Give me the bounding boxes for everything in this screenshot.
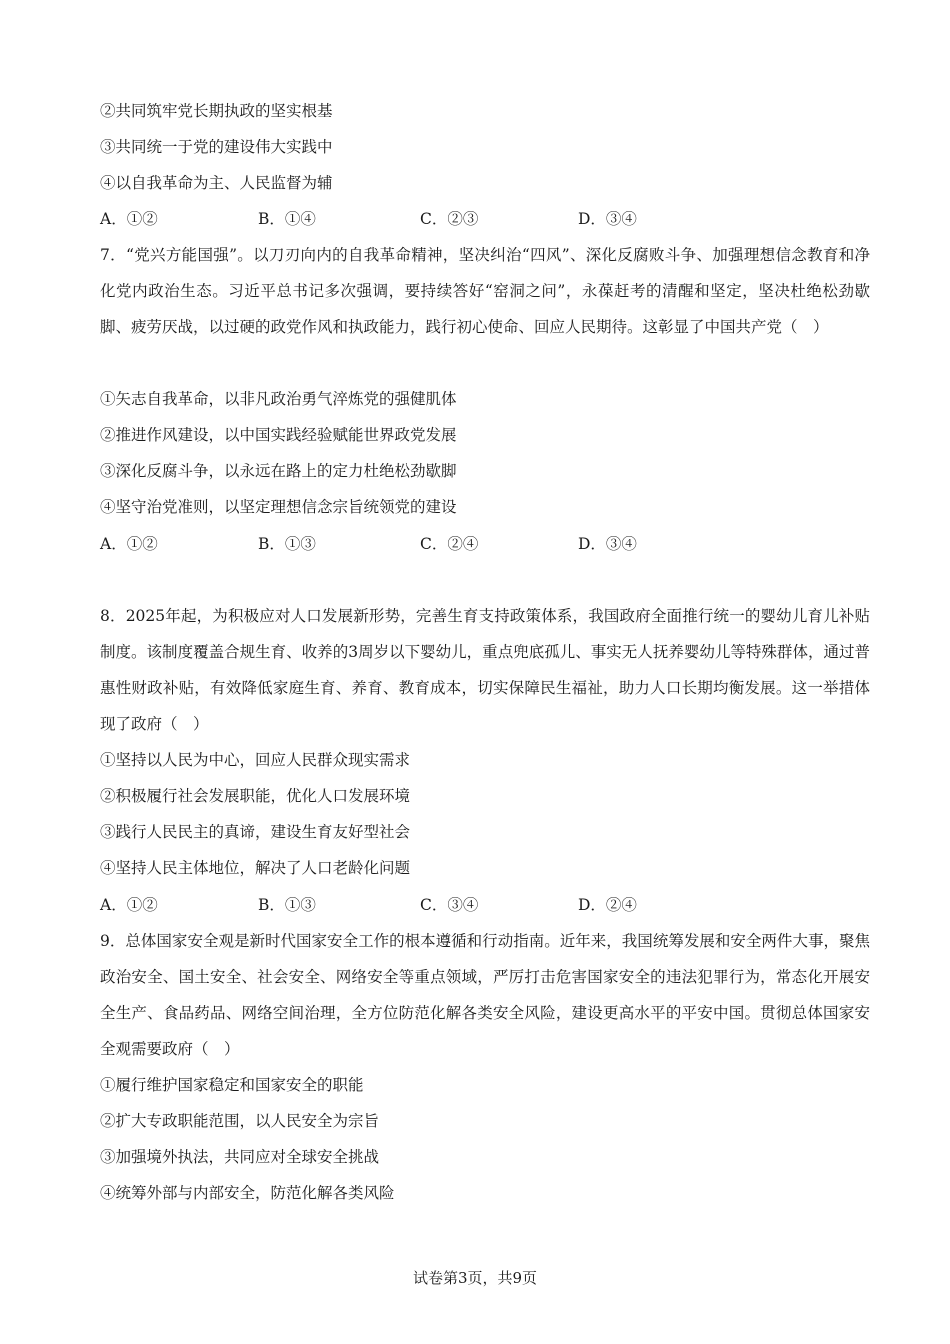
q6-options [100, 209, 860, 229]
q6-item-2: ②共同筑牢党长期执政的坚实根基 [100, 102, 333, 120]
q7-stem: 7．“党兴方能国强”。以刀刃向内的自我革命精神，坚决纠治“四风”、深化反腐败斗争、加强理想信念教育和净化党内政治生态。习近平总书记多次强调，要持续答好“窑洞之问”，永葆赶考的清醒和坚定，坚决杜绝松劲歇脚、疲劳厌战，以过硬的政党作风和执政能力，践行初心使命、回应人民期待。这彰显了中国共产党（ ） [100, 246, 870, 336]
q7-options [100, 534, 860, 554]
q8-item-1: ①坚持以人民为中心，回应人民群众现实需求 [100, 751, 411, 769]
q9-item-3: ③加强境外执法，共同应对全球安全挑战 [100, 1148, 380, 1166]
q6-option-b: B．①④ [258, 210, 316, 228]
q6-option-a: A．①② [100, 210, 158, 228]
q8-option-d: D．②④ [578, 896, 637, 914]
q9-stem: 9．总体国家安全观是新时代国家安全工作的根本遵循和行动指南。近年来，我国统筹发展和安全两件大事，聚焦政治安全、国土安全、社会安全、网络安全等重点领域，严厉打击危害国家安全的违法犯罪行为，常态化开展安全生产、食品药品、网络空间治理，全方位防范化解各类安全风险，建设更高水平的平安中国。贯彻总体国家安全观需要政府（ ） [100, 932, 870, 1058]
q7-option-c: C．②④ [420, 535, 479, 553]
q8-item-2: ②积极履行社会发展职能，优化人口发展环境 [100, 787, 411, 805]
q8-stem: 8．2025年起，为积极应对人口发展新形势，完善生育支持政策体系，我国政府全面推行统一的婴幼儿育儿补贴制度。该制度覆盖合规生育、收养的3周岁以下婴幼儿，重点兜底孤儿、事实无人抚养婴幼儿等特殊群体，通过普惠性财政补贴，有效降低家庭生育、养育、教育成本，切实保障民生福祉，助力人口长期均衡发展。这一举措体现了政府（ ） [100, 607, 870, 733]
q6-option-d: D．③④ [578, 210, 637, 228]
q9-item-4: ④统筹外部与内部安全，防范化解各类风险 [100, 1184, 395, 1202]
q7-item-4: ④坚守治党准则，以坚定理想信念宗旨统领党的建设 [100, 498, 457, 516]
q8-option-b: B．①③ [258, 896, 316, 914]
q7-option-d: D．③④ [578, 535, 637, 553]
q8-item-4: ④坚持人民主体地位，解决了人口老龄化问题 [100, 859, 411, 877]
q8-option-c: C．③④ [420, 896, 479, 914]
q6-item-3: ③共同统一于党的建设伟大实践中 [100, 138, 333, 156]
q9-item-1: ①履行维护国家稳定和国家安全的职能 [100, 1076, 364, 1094]
q8-options [100, 895, 860, 915]
q8-item-3: ③践行人民民主的真谛，建设生育友好型社会 [100, 823, 411, 841]
q7-option-a: A．①② [100, 535, 158, 553]
q7-item-3: ③深化反腐斗争，以永远在路上的定力杜绝松劲歇脚 [100, 462, 457, 480]
q8-option-a: A．①② [100, 896, 158, 914]
q7-option-b: B．①③ [258, 535, 316, 553]
page-footer: 试卷第3页，共9页 [412, 1269, 538, 1287]
q6-option-c: C．②③ [420, 210, 479, 228]
q9-item-2: ②扩大专政职能范围，以人民安全为宗旨 [100, 1112, 380, 1130]
q7-item-2: ②推进作风建设，以中国实践经验赋能世界政党发展 [100, 426, 457, 444]
q7-item-1: ①矢志自我革命，以非凡政治勇气淬炼党的强健肌体 [100, 390, 457, 408]
q6-item-4: ④以自我革命为主、人民监督为辅 [100, 174, 333, 192]
